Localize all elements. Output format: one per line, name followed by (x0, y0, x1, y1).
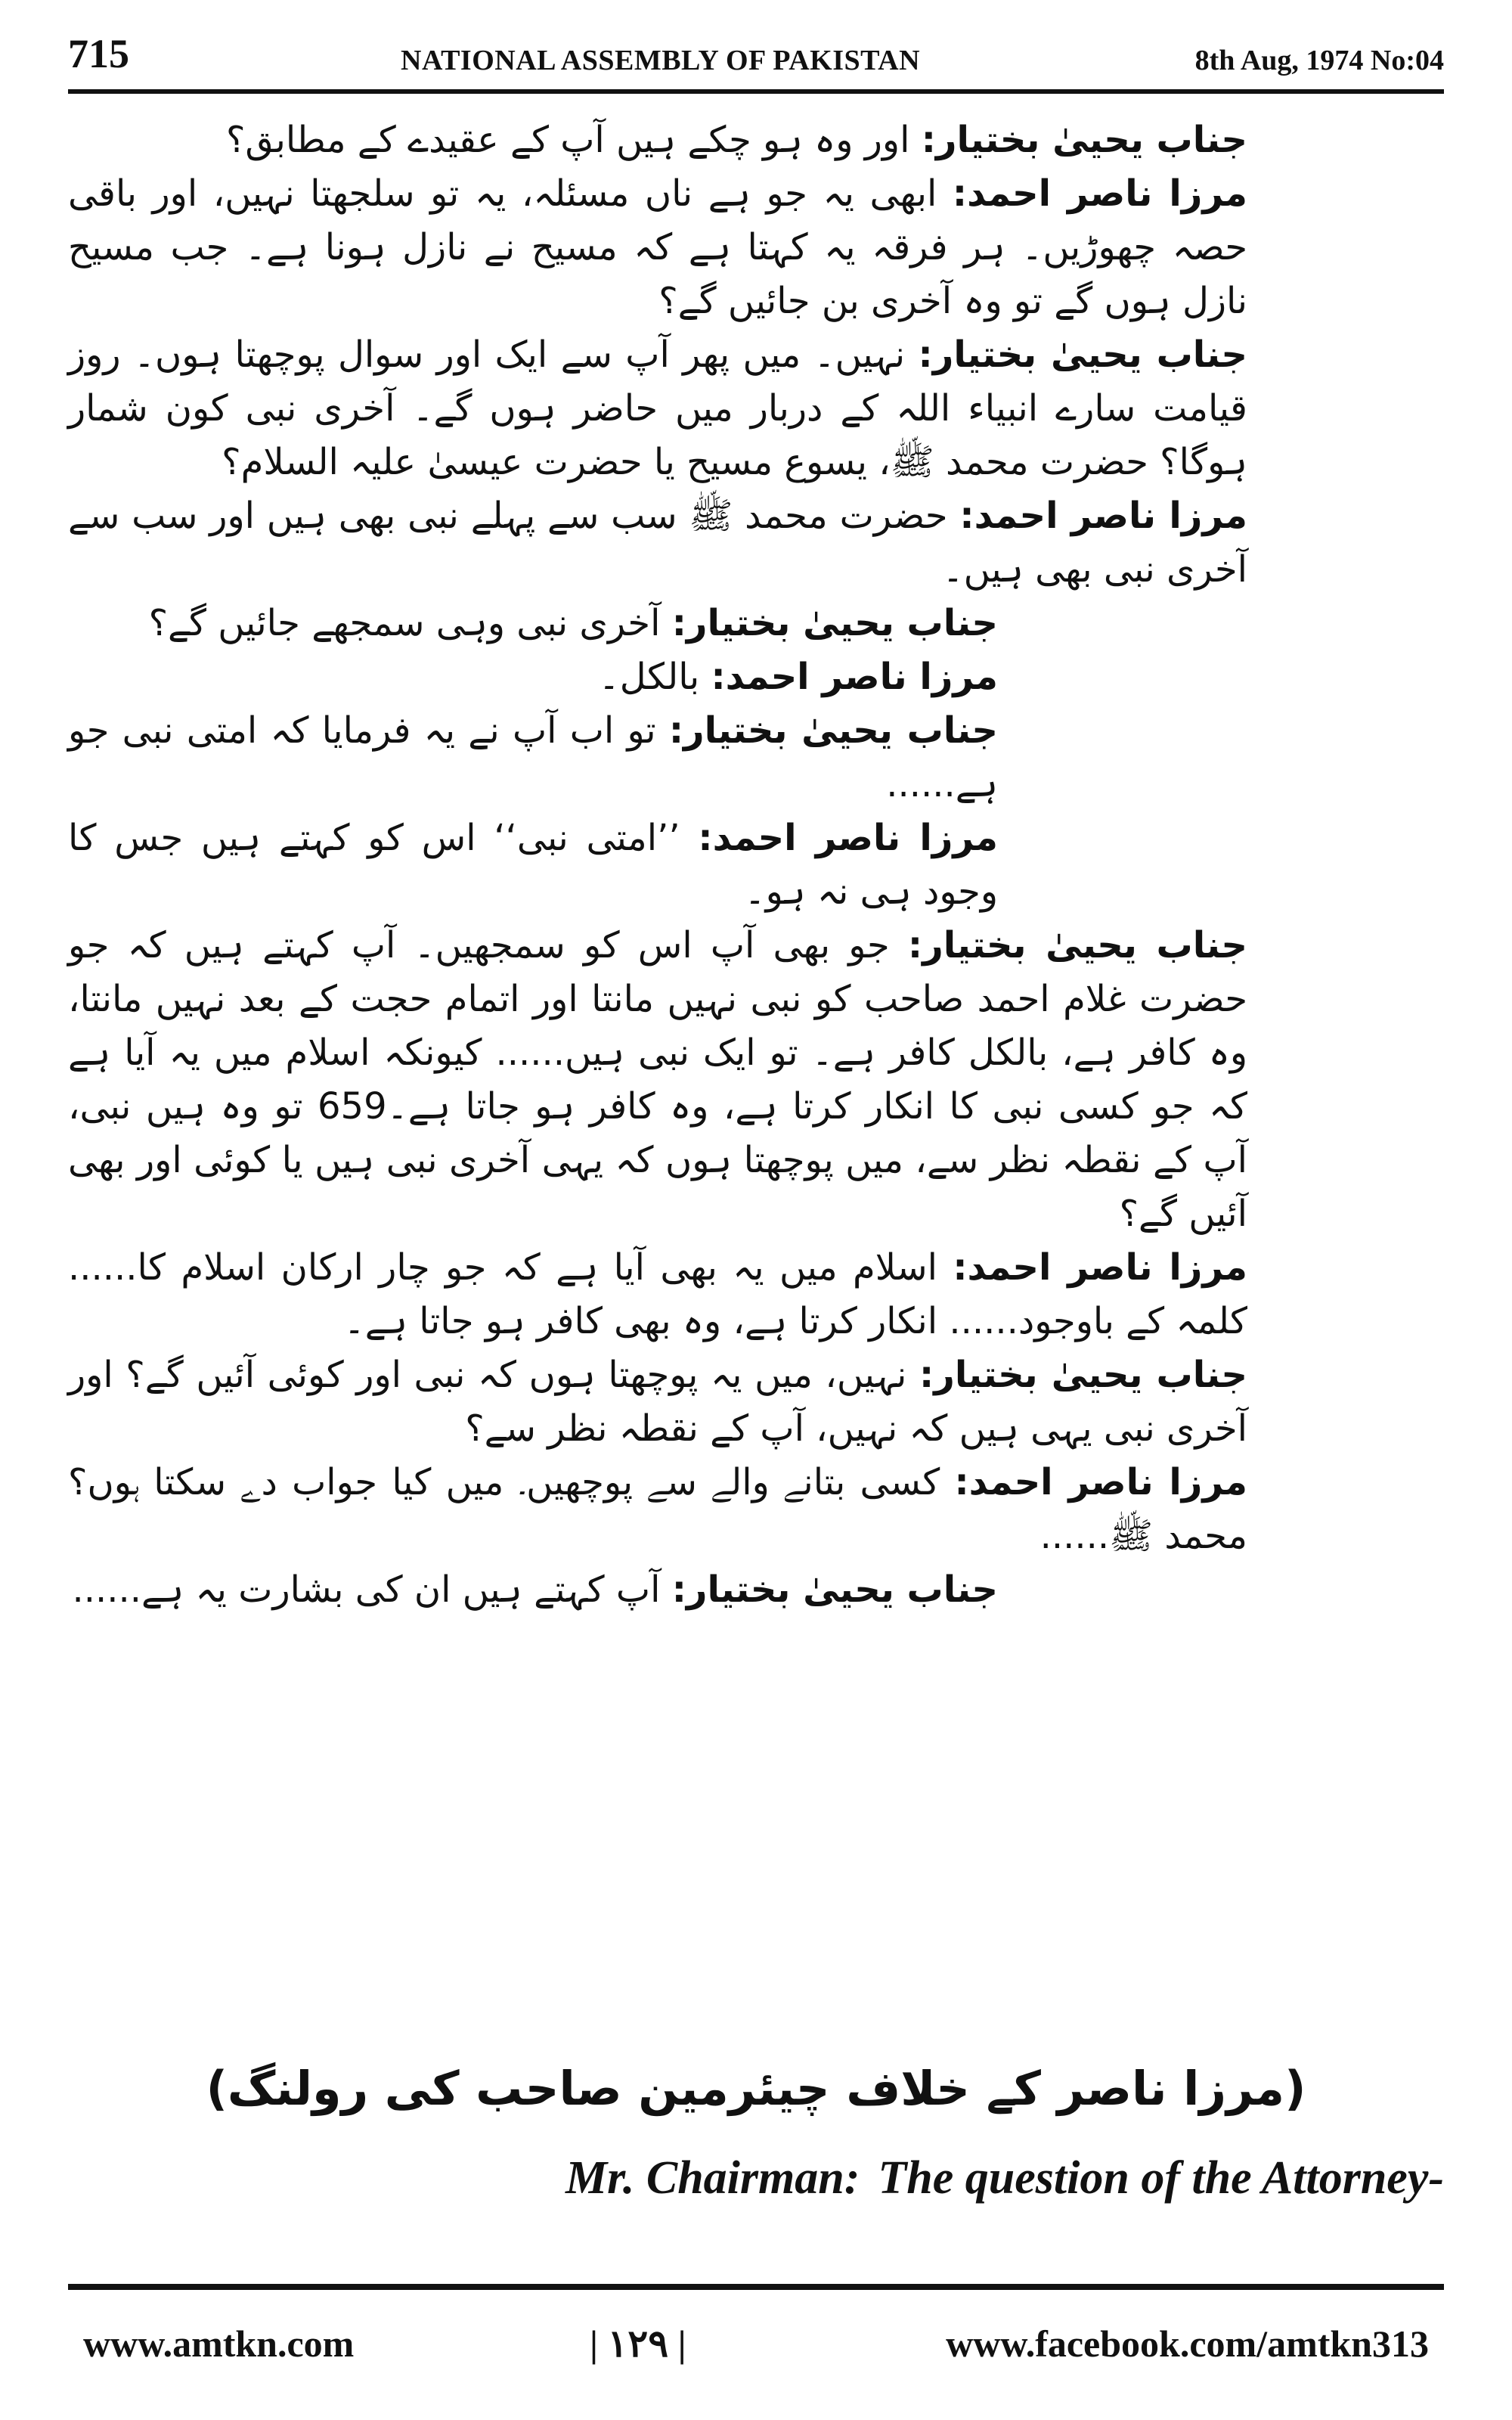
speaker-name: جناب یحییٰ بختیار: (919, 1354, 1248, 1396)
speaker-name: جناب یحییٰ بختیار: (907, 924, 1247, 966)
transcript-paragraph (68, 167, 1444, 328)
transcript-paragraph (68, 1563, 1444, 1617)
speaker-name: مرزا ناصر احمد: (953, 1246, 1247, 1289)
transcript-paragraph (68, 489, 1444, 597)
transcript-body (68, 113, 1444, 1617)
speaker-name: مرزا ناصر احمد: (952, 172, 1247, 215)
english-speech (68, 2152, 1444, 2205)
speech-text: ابھی یہ جو ہے ناں مسئلہ، یہ تو سلجھتا نہیں، اور باقی حصہ چھوڑیں۔ ہر فرقہ یہ کہتا ہے کہ مسیح نے نازل ہونا ہے۔ جب مسیح نازل ہوں گے تو وہ آخری بن جائیں گے؟ (68, 172, 1247, 322)
speech-text: تو اب آپ نے یہ فرمایا کہ امتی نبی جو ہے...... (68, 709, 998, 805)
page-footer (68, 2322, 1444, 2375)
transcript-paragraph (68, 113, 1444, 167)
footer-facebook-link[interactable]: www.facebook.com/amtkn313 (946, 2322, 1429, 2365)
footer-page-marker: | ۱۲۹ | (590, 2322, 686, 2365)
english-speaker: Mr. Chairman: (565, 2152, 860, 2204)
page-number: 715 (68, 31, 129, 76)
speaker-name: جناب یحییٰ بختیار: (671, 1568, 998, 1611)
transcript-paragraph (68, 1456, 1444, 1563)
section-heading: (مرزا ناصر کے خلاف چیئرمین صاحب کی رولنگ) (206, 2061, 1306, 2116)
speech-text: کسی بتانے والے سے پوچھیں۔ میں کیا جواب دے سکتا ہوں؟ محمد ﷺ...... (68, 1461, 1247, 1557)
speaker-name: مرزا ناصر احمد: (954, 1461, 1247, 1503)
speech-text: حضرت محمد ﷺ سب سے پہلے نبی بھی ہیں اور سب سے آخری نبی بھی ہیں۔ (68, 495, 1247, 591)
page-header (68, 30, 1444, 91)
speech-text: بالکل۔ (598, 656, 700, 698)
header-title: NATIONAL ASSEMBLY OF PAKISTAN (401, 45, 921, 76)
speech-text: آپ کہتے ہیں ان کی بشارت یہ ہے...... (72, 1568, 661, 1611)
speaker-name: جناب یحییٰ بختیار: (918, 334, 1248, 376)
speaker-name: جناب یحییٰ بختیار: (921, 119, 1247, 161)
speech-text: نہیں۔ میں پھر آپ سے ایک اور سوال پوچھتا ہوں۔ روز قیامت سارے انبیاء اللہ کے دربار میں حاضر ہوں گے۔ آخری نبی کون شمار ہوگا؟ حضرت محمد ﷺ، یسوع مسیح یا حضرت عیسیٰ علیہ السلام؟ (68, 334, 1247, 483)
speech-text: نہیں، میں یہ پوچھتا ہوں کہ نبی اور کوئی آئیں گے؟ اور آخری نبی یہی ہیں کہ نہیں، آپ کے نقطہ نظر سے؟ (68, 1354, 1247, 1450)
speaker-name: مرزا ناصر احمد: (698, 817, 998, 859)
footer-website-link[interactable]: www.amtkn.com (83, 2322, 355, 2365)
speaker-name: جناب یحییٰ بختیار: (668, 709, 999, 752)
speech-text: ’’امتی نبی‘‘ اس کو کہتے ہیں جس کا وجود ہی نہ ہو۔ (68, 817, 998, 913)
speaker-name: مرزا ناصر احمد: (959, 495, 1247, 537)
transcript-paragraph (68, 704, 1444, 811)
header-rule (68, 89, 1444, 94)
speech-text: اسلام میں یہ بھی آیا ہے کہ جو چار ارکان اسلام کا...... کلمہ کے باوجود...... انکار کرتا ہے، وہ بھی کافر ہو جاتا ہے۔ (68, 1246, 1247, 1342)
transcript-paragraph (68, 597, 1444, 650)
speech-text: آخری نبی وہی سمجھے جائیں گے؟ (148, 602, 661, 644)
transcript-paragraph (68, 328, 1444, 489)
english-text: The question of the Attorney- (878, 2152, 1444, 2204)
header-date: 8th Aug, 1974 No:04 (1194, 45, 1444, 76)
transcript-paragraph (68, 1348, 1444, 1456)
transcript-paragraph (68, 650, 1444, 704)
speech-text: اور وہ ہو چکے ہیں آپ کے عقیدے کے مطابق؟ (225, 119, 910, 161)
speech-text: جو بھی آپ اس کو سمجھیں۔ آپ کہتے ہیں کہ جو حضرت غلام احمد صاحب کو نبی نہیں مانتا اور اتمام حجت کے بعد نہیں مانتا، وہ کافر ہے، بالکل کافر ہے۔ تو ایک نبی ہیں...... کیونکہ اسلام میں یہ آیا ہے کہ جو کسی نبی کا انکار کرتا ہے، وہ کافر ہو جاتا ہے۔659 تو وہ ہیں نبی، آپ کے نقطہ نظر سے، میں پوچھتا ہوں کہ یہی آخری نبی ہیں یا کوئی اور بھی آئیں گے؟ (68, 924, 1248, 1235)
transcript-paragraph (68, 811, 1444, 919)
transcript-paragraph (68, 1241, 1444, 1348)
footer-rule (68, 2284, 1444, 2290)
speaker-name: جناب یحییٰ بختیار: (671, 602, 998, 644)
transcript-paragraph (68, 919, 1444, 1241)
speaker-name: مرزا ناصر احمد: (711, 656, 998, 698)
